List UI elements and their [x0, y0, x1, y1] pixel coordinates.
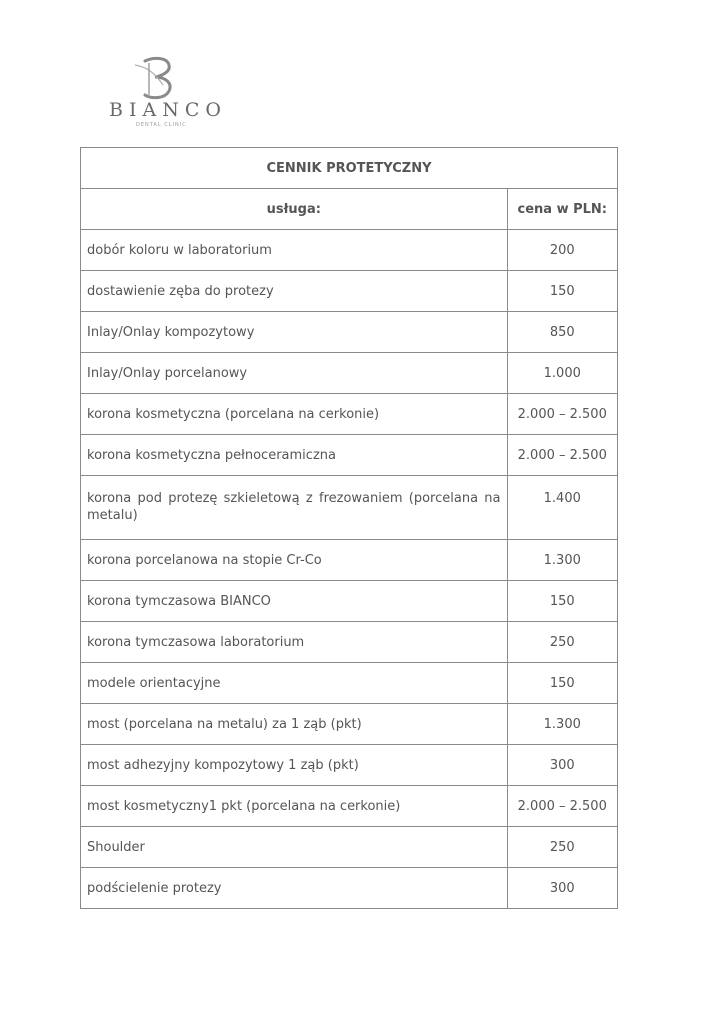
logo-name: BIANCO — [109, 99, 227, 121]
table-row — [81, 827, 618, 868]
table-row — [81, 271, 618, 312]
price-cell: 2.000 – 2.500 — [507, 435, 617, 476]
service-cell: dobór koloru w laboratorium — [81, 230, 508, 271]
price-cell: 1.400 — [507, 476, 617, 540]
table-row — [81, 540, 618, 581]
service-cell: Inlay/Onlay porcelanowy — [81, 353, 508, 394]
table-row — [81, 663, 618, 704]
table-row — [81, 230, 618, 271]
table-title-row — [81, 148, 618, 189]
service-cell: korona porcelanowa na stopie Cr-Co — [81, 540, 508, 581]
table-row — [81, 394, 618, 435]
service-cell: most (porcelana na metalu) za 1 ząb (pkt) — [81, 704, 508, 745]
bianco-logo-icon — [133, 55, 183, 101]
table-row — [81, 581, 618, 622]
table-row — [81, 704, 618, 745]
price-table — [80, 147, 618, 909]
price-cell: 2.000 – 2.500 — [507, 786, 617, 827]
table-row — [81, 353, 618, 394]
header-price: cena w PLN: — [507, 189, 617, 230]
price-cell: 850 — [507, 312, 617, 353]
service-cell: korona kosmetyczna pełnoceramiczna — [81, 435, 508, 476]
bianco-logo — [105, 55, 225, 135]
price-cell: 1.300 — [507, 704, 617, 745]
service-cell: Inlay/Onlay kompozytowy — [81, 312, 508, 353]
table-header-row — [81, 189, 618, 230]
logo-subtitle: DENTAL CLINIC — [136, 122, 187, 128]
header-service: usługa: — [81, 189, 508, 230]
price-cell: 150 — [507, 271, 617, 312]
price-cell: 250 — [507, 827, 617, 868]
service-cell: korona tymczasowa laboratorium — [81, 622, 508, 663]
table-row — [81, 745, 618, 786]
service-cell: Shoulder — [81, 827, 508, 868]
table-row — [81, 868, 618, 909]
service-cell: korona tymczasowa BIANCO — [81, 581, 508, 622]
price-cell: 300 — [507, 868, 617, 909]
price-cell: 200 — [507, 230, 617, 271]
service-cell: korona pod protezę szkieletową z frezowaniem (porcelana na metalu) — [81, 476, 508, 540]
price-cell: 250 — [507, 622, 617, 663]
service-cell: most adhezyjny kompozytowy 1 ząb (pkt) — [81, 745, 508, 786]
table-title: CENNIK PROTETYCZNY — [81, 148, 618, 189]
service-cell: podścielenie protezy — [81, 868, 508, 909]
table-row — [81, 435, 618, 476]
price-cell: 150 — [507, 581, 617, 622]
service-cell: modele orientacyjne — [81, 663, 508, 704]
price-cell: 150 — [507, 663, 617, 704]
price-cell: 1.300 — [507, 540, 617, 581]
price-cell: 1.000 — [507, 353, 617, 394]
price-cell: 300 — [507, 745, 617, 786]
service-cell: korona kosmetyczna (porcelana na cerkonie) — [81, 394, 508, 435]
service-cell: most kosmetyczny1 pkt (porcelana na cerkonie) — [81, 786, 508, 827]
table-row — [81, 622, 618, 663]
table-row — [81, 312, 618, 353]
service-cell: dostawienie zęba do protezy — [81, 271, 508, 312]
table-row — [81, 786, 618, 827]
price-cell: 2.000 – 2.500 — [507, 394, 617, 435]
table-row — [81, 476, 618, 540]
